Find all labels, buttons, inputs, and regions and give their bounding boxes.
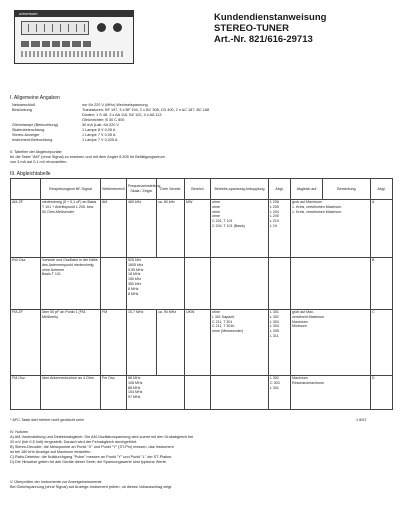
spec-value: Transistoren: BF 197, 3 x BF 194, 2 x BC 308, CD 400, 2 x AC 187, BC 168 <box>82 108 210 112</box>
spec-label: Netzanschluß <box>12 103 36 107</box>
col-header: Bereich <box>185 179 211 200</box>
feed-point: über 50 pF an Punkt 1 (FM-Meßkreis) <box>41 310 101 376</box>
spec-value: 1 Lampe 7 V 0,05 A <box>82 133 116 137</box>
section5-block <box>10 480 172 490</box>
col-header: Frequenzeinstellung Skala / Zeiger <box>127 179 157 200</box>
function-buttons <box>21 41 91 47</box>
mark: B <box>371 258 393 310</box>
section2-block <box>10 150 165 165</box>
frequency: 10,7 MHz <box>127 310 157 376</box>
section2-line1: für die Taste "AM" (ohne Signal) zu ersetzen und mit dem Angler 8.305 für Betätigungsstrom <box>10 155 165 159</box>
header-title: Kundendienstanweisung <box>214 12 327 23</box>
frequency: 460 kHz <box>127 200 157 258</box>
page-number: 1 8/67 <box>356 418 367 422</box>
document-header <box>214 12 394 45</box>
spec-value: 1 Lampe 7 V 0,025 A <box>82 138 118 142</box>
col-header: Einspeisungsort NF-Signal <box>41 179 101 200</box>
spec-value: Dioden: 1 S 48, 3 x AA 116, BZ 102, 4 x AA 113 <box>82 113 162 117</box>
table-footnote: * AFC-Taste darf hierbei nicht gedrückt sein! <box>10 418 85 422</box>
section3-heading: III. Abgleichtabelle <box>10 171 51 177</box>
dial: ca. 90 MHz <box>157 310 185 376</box>
group-name: FM-ZF <box>11 310 41 376</box>
spec-value: 1 Lampe 8 V 0,05 A <box>82 128 116 132</box>
table-row: FM-Osz. über Antennenbuchse an 4 Ohm Fm Osc. 88 MHz 108 MHz 88 MHz 104 MHz 97 MHz L 302 C 303 L 301 Maximum Resonanzmaximum D <box>11 376 393 410</box>
tuner-illustration <box>14 10 134 64</box>
tuning-dial <box>21 21 89 35</box>
mark: D <box>371 376 393 410</box>
calibration-table <box>10 178 393 410</box>
tuner-top-strip <box>15 11 133 17</box>
col-header: Bemerkung <box>323 179 371 200</box>
section2-heading: II. Tabellen der Abgleichpunkte <box>10 150 62 154</box>
mark: A <box>371 200 393 258</box>
dial: ca. 80 kHz <box>157 200 185 258</box>
col-header: Abgleich auf <box>291 179 323 200</box>
spec-label: Stereo-Anzeiger <box>12 133 40 137</box>
col-header: Wellenbereich <box>101 179 127 200</box>
section5-line: Bei Gleichspannung (ohne Signal) auf Anzeige-Instrument prüfen, ob dieses Vollausschlag zeigt. <box>10 485 173 489</box>
feed-point: über Antennenbuchse an 4 Ohm <box>41 376 101 410</box>
section4-heading: IV. Notizen <box>10 430 29 434</box>
col-header: Abgl. <box>269 179 291 200</box>
section2-line2: von 3 mA auf 0,1 mV einzustellen. <box>10 160 68 164</box>
table-row: FM-ZF über 50 pF an Punkt 1 (FM-Meßkreis) FM 10,7 MHz ca. 90 MHz UKW ohne L 301 Kapazit. C 211, T 301 C 211, T 301b ohne (Messsender) L 301 L 302 L 303 L 304 L 305 L 311 grob auf Max. verstimmt Maximum Maximum Minimum C <box>11 310 393 376</box>
section1-heading: I. Allgemeine Angaben <box>10 95 60 101</box>
range: MW <box>185 200 211 258</box>
header-article-number: Art.-Nr. 821/616-29713 <box>214 34 313 45</box>
spec-label: Glimmlampe (Beleuchtung) <box>12 123 59 127</box>
note-item: ist bei 180 kHz Anzeige auf Maximum einstellen. <box>10 450 92 454</box>
spec-value: Gleichrichter: B 30 C 800 <box>82 118 125 122</box>
mode: FM <box>101 310 127 376</box>
section4-block <box>10 430 193 465</box>
feed-point: niederohmig (5 + 0,1 uF) an Basis T 101 + Antrittspunkt L 205, bzw. 50 Ohm-Meßsender <box>41 200 101 258</box>
note-item: D) Die Hinweise gelten für alle Geräte dieser Serie; die Spannungswerte sind typische Werte. <box>10 460 167 464</box>
spec-value: nur für 220 V (MHz) Wechselspannung <box>82 103 148 107</box>
volume-knob <box>113 23 122 32</box>
tuning-knob <box>97 23 106 32</box>
note-item: C) Ratio-Detektor: die Nulldurchgang "Pulse" messen an Punkt "Y" und Punkt "L" der ST-Platine. <box>10 455 173 459</box>
note-item: B) Stereo-Decoder: die Messpunkte an Punkt "X" und Punkt "Y" (ST-Pin) messen, das Instrument <box>10 445 174 449</box>
spec-value: 30 mA (Lab. für 220 V <box>82 123 119 127</box>
speaker-grille <box>21 51 125 57</box>
group-name: AM-ZF <box>11 200 41 258</box>
col-header: Abgl. <box>371 179 393 200</box>
note-item: 20 mV (bei 0,5 Volt) eingestellt. Danach wird der Feinabgleich durchgeführt. <box>10 440 138 444</box>
header-subtitle: STEREO-TUNER <box>214 23 289 34</box>
col-header <box>11 179 41 200</box>
note-item: A) AM-Voreinstellung und Detektorabgleich: Die AM-Oszillatorspannung wird zuerst mit den Grobabgleich bei <box>10 435 194 439</box>
spec-label: Bestückung <box>12 108 32 112</box>
col-header: Dreh Sender <box>157 179 185 200</box>
mark: C <box>371 310 393 376</box>
mode: AM <box>101 200 127 258</box>
table-header-row <box>11 179 393 200</box>
group-name: KW-Osz. <box>11 258 41 310</box>
spec-label: Instrument-Beleuchtung <box>12 138 53 142</box>
table-row: KW-Osz. Vorstufe und Oszillator in der Nähe des Antennenpunkt niederohmig ohne Antenne Basis T 101 525 kHz 1605 kHz 5,95 MHz 18 MHz 150 kHz 350 kHz 6 MHz 8 MHz B <box>11 258 393 310</box>
group-name: FM-Osz. <box>11 376 41 410</box>
brand-logo: universum <box>19 11 38 16</box>
section5-heading: V. Überprüfen der Instrumente zur Anzeigeinstrumente <box>10 480 102 484</box>
spec-label: Skalenbeleuchtung <box>12 128 45 132</box>
mode: Fm Osc. <box>101 376 127 410</box>
range: UKW <box>185 310 211 376</box>
section1-list <box>12 103 392 143</box>
col-header: Betriebs-spannung Ankopplung <box>211 179 269 200</box>
table-row: AM-ZF niederohmig (5 + 0,1 uF) an Basis T 101 + Antrittspunkt L 205, bzw. 50 Ohm-Meßsender AM 460 kHz ca. 80 kHz MW ohne ohne ohne ohne C 201, T 101 C 204, T 101 (Basis) L 208 L 205 L 204 L 200 L 210 L 19 grob auf Maximum 1. Kreis, verstimmen Maximum 1. Kreis, verstimmen Maximum A <box>11 200 393 258</box>
